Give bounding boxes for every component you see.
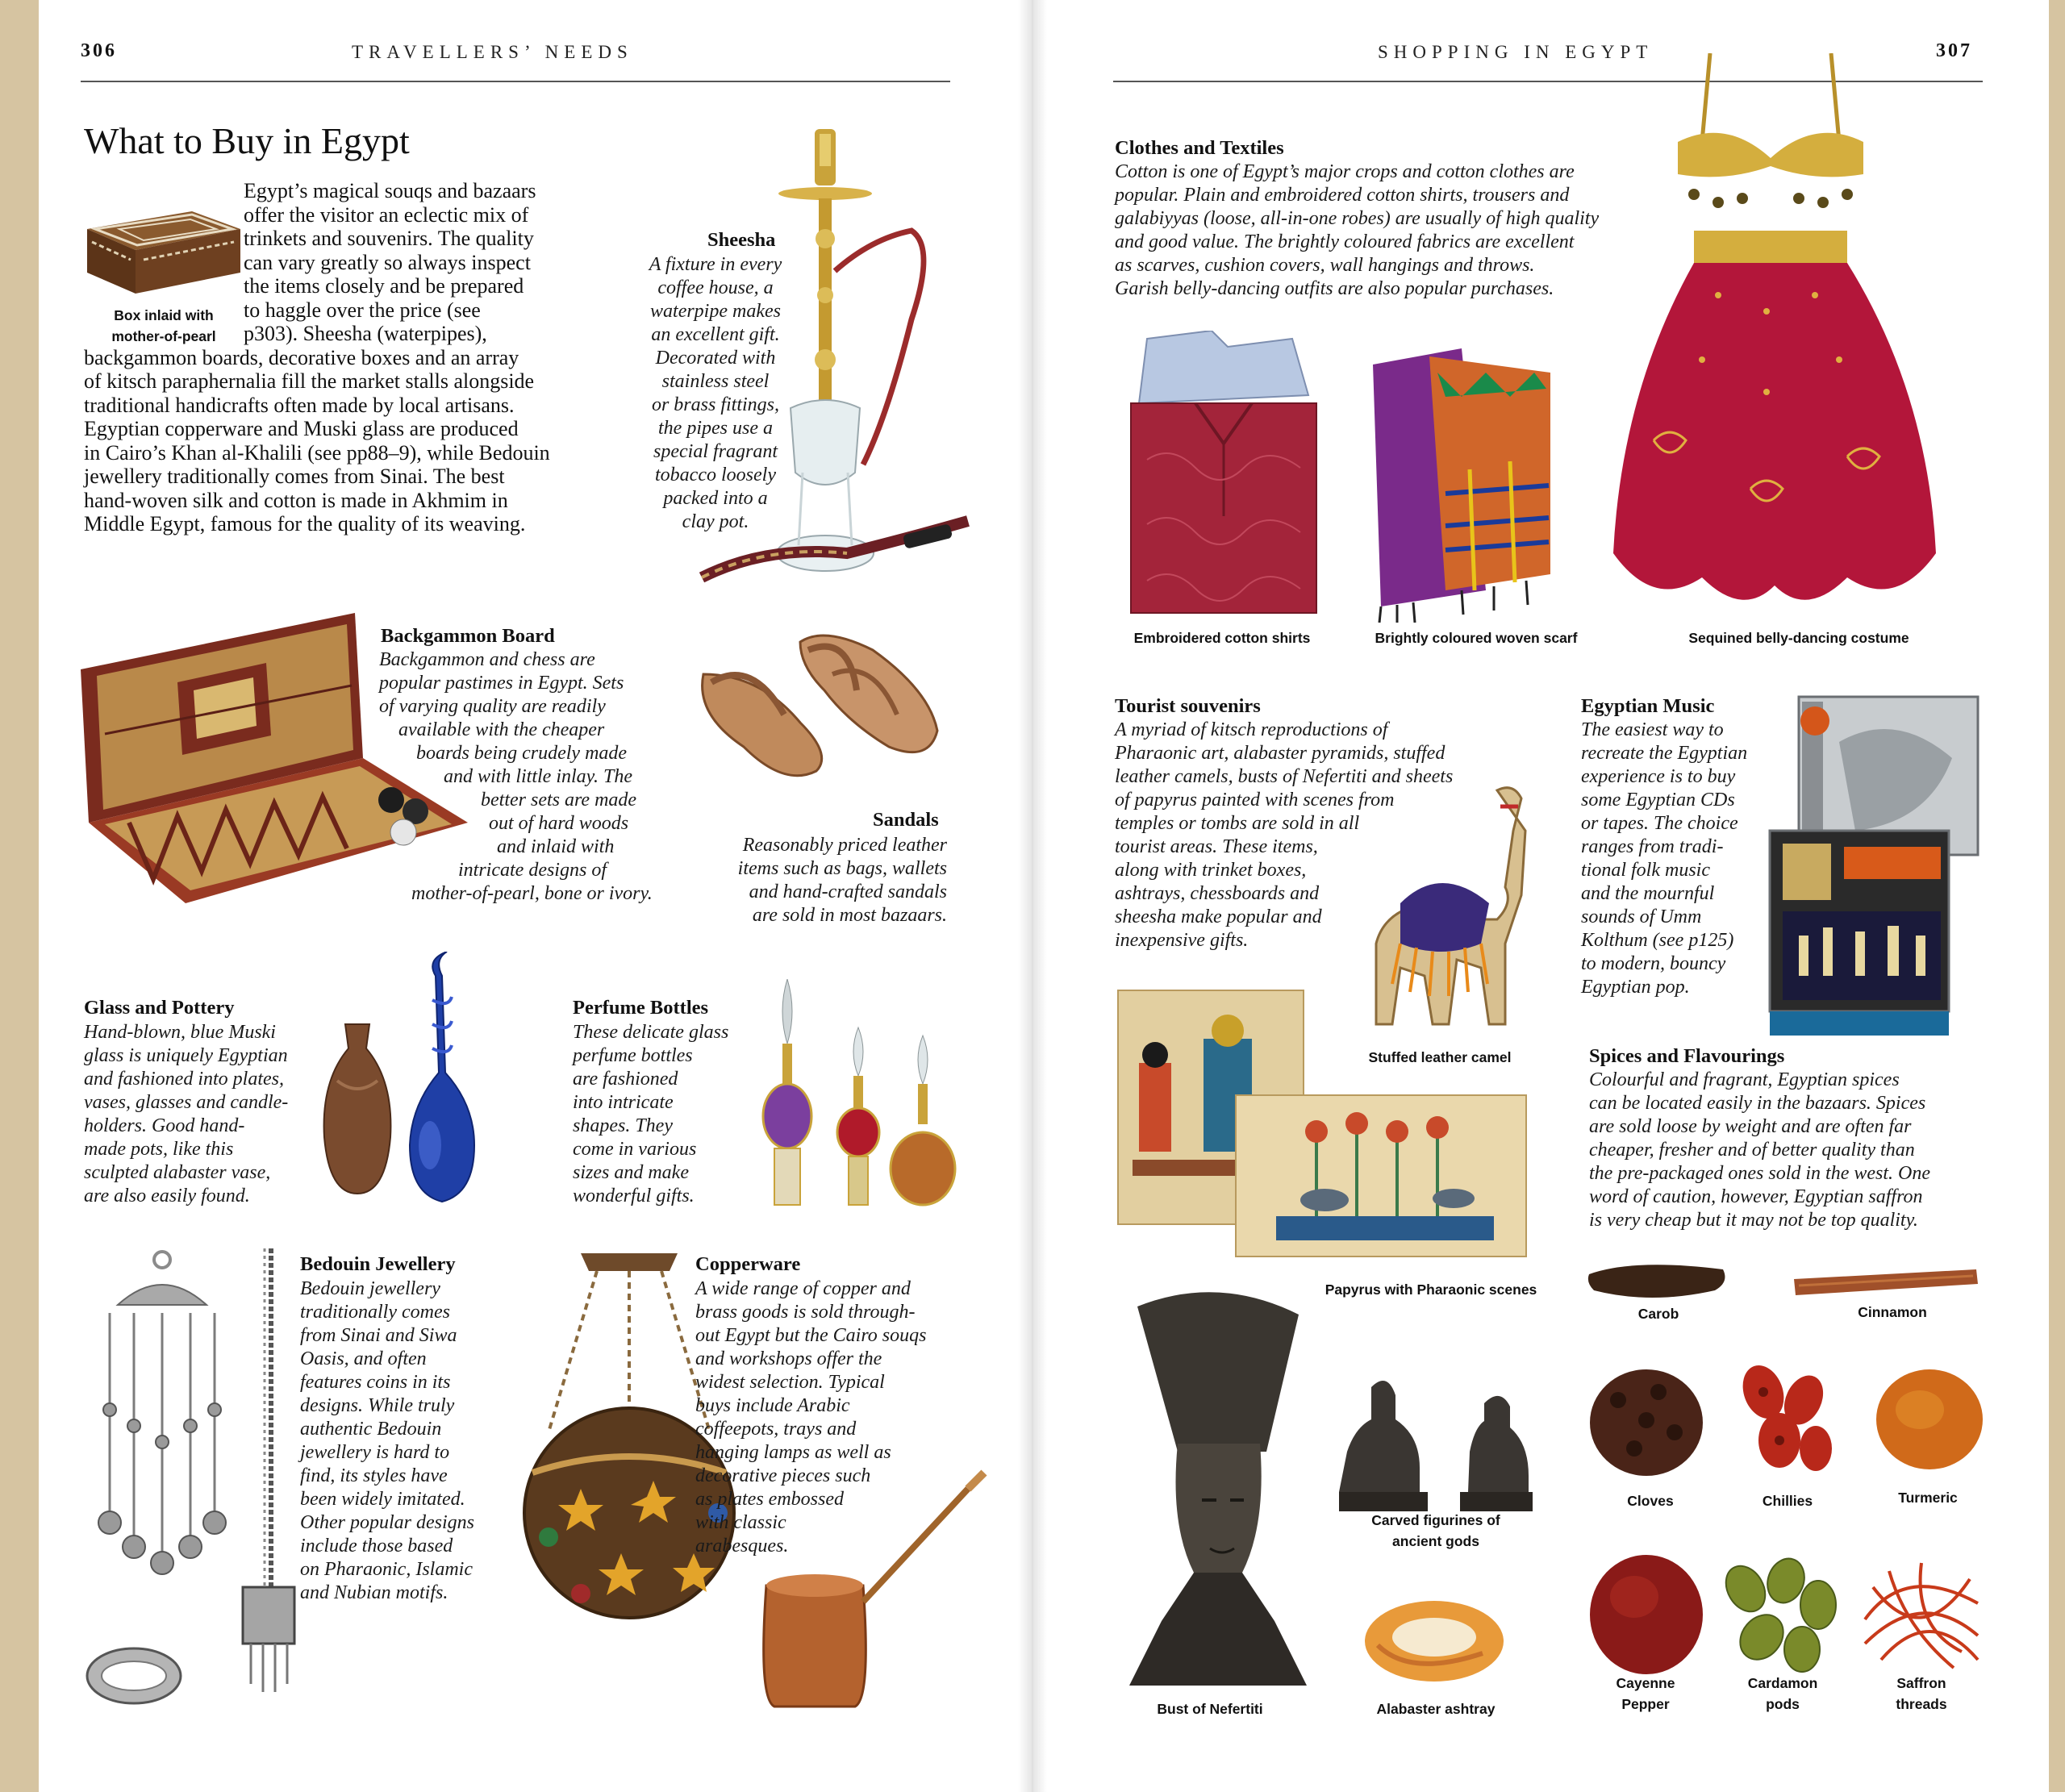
bedouin-line: and Nubian motifs. <box>300 1582 448 1603</box>
cayenne-caption <box>1589 1673 1702 1715</box>
music-line: recreate the Egyptian <box>1581 743 1748 764</box>
saffron-image <box>1857 1555 1986 1676</box>
sheesha-line: stainless steel <box>661 371 770 392</box>
clothes-line: Cotton is one of Egypt’s major crops and cotton clothes are <box>1115 161 1575 182</box>
tourist-line: A myriad of kitsch reproductions of <box>1115 719 1388 740</box>
perfume-line: are fashioned <box>573 1069 678 1090</box>
music-line: ranges from tradi- <box>1581 836 1724 857</box>
belly-dancing-costume-image <box>1605 53 1944 626</box>
perfume-line: sizes and make <box>573 1162 689 1183</box>
sandals-text <box>694 834 947 927</box>
bedouin-line: traditionally comes <box>300 1302 450 1323</box>
sheesha-line: an excellent gift. <box>651 324 780 345</box>
spices-line: can be located easily in the bazaars. Spices <box>1589 1093 1926 1114</box>
copper-line: hanging lamps as well as <box>695 1442 891 1463</box>
bedouin-jewellery-image <box>86 1248 319 1716</box>
tourist-line: leather camels, busts of Nefertiti and sheets <box>1115 766 1454 787</box>
backgammon-line: Backgammon and chess are <box>379 649 595 670</box>
backgammon-line: mother-of-pearl, bone or ivory. <box>411 883 653 904</box>
box-caption-line-2: mother-of-pearl <box>111 328 216 344</box>
music-line: some Egyptian CDs <box>1581 790 1735 811</box>
ashtray-caption: Alabaster ashtray <box>1376 1701 1496 1717</box>
perfume-line: wonderful gifts. <box>573 1186 695 1206</box>
bedouin-line: features coins in its <box>300 1372 451 1393</box>
backgammon-line: available with the cheaper <box>398 719 605 740</box>
glass-line: glass is uniquely Egyptian <box>84 1045 288 1066</box>
right-folio: 307 <box>1936 40 1972 61</box>
gods-caption-line-2: ancient gods <box>1392 1533 1479 1549</box>
bedouin-line: include those based <box>300 1536 453 1557</box>
copper-line: as plates embossed <box>695 1489 844 1510</box>
copper-line: with classic <box>695 1512 786 1533</box>
intro-line-12: in Cairo’s Khan al-Khalili (see pp88–9), while Bedouin <box>84 440 550 465</box>
bedouin-line: on Pharaonic, Islamic <box>300 1559 473 1580</box>
page-edge-left <box>0 0 39 1792</box>
left-header-rule <box>81 81 950 82</box>
backgammon-line: of varying quality are readily <box>379 696 606 717</box>
copper-line: and workshops offer the <box>695 1348 882 1369</box>
glass-line: and fashioned into plates, <box>84 1069 284 1090</box>
tourist-line: of papyrus painted with scenes from <box>1115 790 1395 811</box>
scarf-caption: Brightly coloured woven scarf <box>1375 630 1578 646</box>
copper-heading: Copperware <box>695 1253 801 1275</box>
copper-text <box>695 1277 970 1558</box>
intro-line-4: can vary greatly so always inspect <box>244 250 531 274</box>
intro-text-wrap <box>244 179 536 346</box>
perfume-heading: Perfume Bottles <box>573 997 709 1019</box>
music-text <box>1581 719 1775 999</box>
sheesha-line: or brass fittings, <box>651 394 780 415</box>
cinnamon-image <box>1791 1268 1981 1300</box>
music-line: The easiest way to <box>1581 719 1724 740</box>
intro-line-11: Egyptian copperware and Muski glass are produced <box>84 417 519 440</box>
box-caption-line-1: Box inlaid with <box>114 307 214 323</box>
saffron-caption-line-1: Saffron <box>1896 1675 1946 1691</box>
copper-line: A wide range of copper and <box>695 1278 911 1299</box>
alabaster-ashtray-image <box>1362 1597 1507 1686</box>
intro-line-9: of kitsch paraphernalia fill the market stalls alongside <box>84 369 535 393</box>
intro-line-14: hand-woven silk and cotton is made in Akhmim in <box>84 488 508 512</box>
page-title: What to Buy in Egypt <box>84 120 410 161</box>
copper-line: coffeepots, trays and <box>695 1419 857 1440</box>
backgammon-heading: Backgammon Board <box>381 625 555 647</box>
music-line: Kolthum (see p125) <box>1581 930 1734 951</box>
backgammon-line: and with little inlay. The <box>444 766 632 787</box>
music-line: or tapes. The choice <box>1581 813 1738 834</box>
inlaid-box-image <box>79 197 245 302</box>
intro-line-6: to haggle over the price (see <box>244 298 481 322</box>
bedouin-line: jewellery is hard to <box>300 1442 450 1463</box>
bedouin-line: designs. While truly <box>300 1395 455 1416</box>
tourist-heading: Tourist souvenirs <box>1115 695 1261 717</box>
glass-line: vases, glasses and candle- <box>84 1092 289 1113</box>
nefertiti-bust-image <box>1121 1282 1315 1686</box>
chillies-image <box>1731 1360 1844 1481</box>
sheesha-heading: Sheesha <box>707 229 776 251</box>
left-folio: 306 <box>81 40 117 61</box>
spices-text <box>1589 1069 1984 1232</box>
sheesha-line: tobacco loosely <box>655 465 776 486</box>
spices-line: is very cheap but it may not be top quality. <box>1589 1210 1918 1231</box>
backgammon-line: better sets are made <box>481 790 637 811</box>
perfume-line: These delicate glass <box>573 1022 729 1043</box>
perfume-line: into intricate <box>573 1092 674 1113</box>
papyrus-image <box>1115 982 1534 1273</box>
spices-line: the pre-packaged ones sold in the west. One <box>1589 1163 1931 1184</box>
bedouin-line: find, its styles have <box>300 1465 448 1486</box>
glass-heading: Glass and Pottery <box>84 997 235 1019</box>
cinnamon-caption: Cinnamon <box>1858 1304 1927 1320</box>
copper-line: out Egypt but the Cairo souqs <box>695 1325 927 1346</box>
perfume-text <box>573 1021 750 1208</box>
perfume-line: come in various <box>573 1139 697 1160</box>
spices-line: are sold loose by weight and are often far <box>1589 1116 1912 1137</box>
turmeric-caption: Turmeric <box>1898 1490 1958 1506</box>
glass-line: holders. Good hand- <box>84 1115 245 1136</box>
bedouin-line: Bedouin jewellery <box>300 1278 440 1299</box>
backgammon-line: intricate designs of <box>458 860 607 881</box>
cardamon-caption-line-2: pods <box>1766 1696 1800 1712</box>
sheesha-line: special fragrant <box>653 441 778 462</box>
copper-line: buys include Arabic <box>695 1395 850 1416</box>
spices-line: cheaper, fresher and of better quality than <box>1589 1140 1915 1161</box>
box-caption <box>79 305 248 347</box>
glass-pottery-image <box>313 952 547 1210</box>
intro-line-10: traditional handicrafts often made by local artisans. <box>84 393 515 417</box>
backgammon-line: and inlaid with <box>497 836 615 857</box>
perfume-bottles-image <box>753 979 963 1213</box>
cloves-caption: Cloves <box>1627 1493 1674 1509</box>
bedouin-line: Other popular designs <box>300 1512 474 1533</box>
glass-line: Hand-blown, blue Muski <box>84 1022 276 1043</box>
cardamon-caption <box>1726 1673 1839 1715</box>
saffron-caption <box>1865 1673 1978 1715</box>
tourist-line: inexpensive gifts. <box>1115 930 1249 951</box>
carob-image <box>1586 1258 1731 1306</box>
music-line: tional folk music <box>1581 860 1710 881</box>
music-heading: Egyptian Music <box>1581 695 1715 717</box>
intro-line-13: jewellery traditionally comes from Sinai. The best <box>84 465 505 488</box>
papyrus-caption: Papyrus with Pharaonic scenes <box>1325 1281 1537 1298</box>
sandals-line: items such as bags, wallets <box>737 858 947 879</box>
tourist-line: tourist areas. These items, <box>1115 836 1318 857</box>
spices-line: Colourful and fragrant, Egyptian spices <box>1589 1069 1900 1090</box>
tourist-line: Pharaonic art, alabaster pyramids, stuffed <box>1115 743 1446 764</box>
bedouin-heading: Bedouin Jewellery <box>300 1253 456 1275</box>
cardamon-caption-line-1: Cardamon <box>1747 1675 1818 1691</box>
copper-line: widest selection. Typical <box>695 1372 885 1393</box>
shirts-caption: Embroidered cotton shirts <box>1133 630 1311 646</box>
glass-line: made pots, like this <box>84 1139 234 1160</box>
sheesha-line: waterpipe makes <box>650 301 781 322</box>
glass-line: are also easily found. <box>84 1186 250 1206</box>
gods-caption <box>1331 1510 1541 1552</box>
intro-line-1: Egypt’s magical souqs and bazaars <box>244 179 536 202</box>
intro-text-full <box>84 346 550 536</box>
sandals-line: are sold in most bazaars. <box>752 905 947 926</box>
sheesha-line: clay pot. <box>682 511 749 532</box>
backgammon-text <box>339 648 674 906</box>
bedouin-line: authentic Bedouin <box>300 1419 442 1440</box>
clothes-line: as scarves, cushion covers, wall hangings and throws. <box>1115 255 1535 276</box>
gods-figurines-image <box>1331 1371 1541 1516</box>
left-running-head: TRAVELLERS’ NEEDS <box>352 42 633 62</box>
backgammon-line: out of hard woods <box>489 813 629 834</box>
intro-line-3: trinkets and souvenirs. The quality <box>244 227 534 250</box>
carob-caption: Carob <box>1637 1306 1679 1322</box>
sandals-line: Reasonably priced leather <box>742 835 947 856</box>
glass-line: sculpted alabaster vase, <box>84 1162 271 1183</box>
tourist-line: temples or tombs are sold in all <box>1115 813 1360 834</box>
copper-line: arabesques. <box>695 1536 789 1557</box>
clothes-text <box>1115 160 1631 301</box>
music-line: to modern, bouncy <box>1581 953 1726 974</box>
tourist-line: ashtrays, chessboards and <box>1115 883 1320 904</box>
clothes-heading: Clothes and Textiles <box>1115 137 1284 159</box>
saffron-caption-line-2: threads <box>1896 1696 1947 1712</box>
copper-line: brass goods is sold through- <box>695 1302 916 1323</box>
cotton-shirts-image <box>1123 331 1325 621</box>
intro-line-7: p303). Sheesha (waterpipes), <box>244 322 487 345</box>
sandals-image <box>687 626 953 819</box>
glass-text <box>84 1021 326 1208</box>
sandals-heading: Sandals <box>873 809 939 831</box>
spices-heading: Spices and Flavourings <box>1589 1045 1785 1067</box>
music-line: and the mournful <box>1581 883 1715 904</box>
bedouin-line: Oasis, and often <box>300 1348 427 1369</box>
perfume-line: perfume bottles <box>573 1045 693 1066</box>
clothes-line: and good value. The brightly coloured fabrics are excellent <box>1115 231 1575 252</box>
perfume-line: shapes. They <box>573 1115 673 1136</box>
sheesha-line: packed into a <box>663 488 768 509</box>
sheesha-line: A fixture in every <box>649 254 782 275</box>
clothes-line: galabiyyas (loose, all-in-one robes) are usually of high quality <box>1115 208 1600 229</box>
cardamon-image <box>1713 1557 1850 1677</box>
clothes-line: Garish belly-dancing outfits are also popular purchases. <box>1115 278 1554 299</box>
tourist-line: sheesha make popular and <box>1115 906 1322 927</box>
cayenne-caption-line-2: Pepper <box>1621 1696 1670 1712</box>
tourist-line: along with trinket boxes, <box>1115 860 1307 881</box>
sheesha-line: coffee house, a <box>657 277 774 298</box>
spices-line: word of caution, however, Egyptian saffron <box>1589 1186 1923 1207</box>
cloves-image <box>1586 1360 1707 1481</box>
cds-image <box>1767 694 1986 1037</box>
woven-scarf-image <box>1365 348 1558 623</box>
chillies-caption: Chillies <box>1762 1493 1813 1509</box>
bedouin-line: been widely imitated. <box>300 1489 465 1510</box>
intro-line-8: backgammon boards, decorative boxes and an array <box>84 345 519 369</box>
copper-line: decorative pieces such <box>695 1465 871 1486</box>
sandals-line: and hand-crafted sandals <box>749 881 947 902</box>
sheesha-image <box>670 126 976 610</box>
right-running-head: SHOPPING IN EGYPT <box>1378 42 1654 62</box>
backgammon-line: popular pastimes in Egypt. Sets <box>379 673 624 694</box>
music-line: sounds of Umm <box>1581 906 1702 927</box>
cayenne-image <box>1586 1548 1707 1677</box>
sheesha-line: the pipes use a <box>658 418 773 439</box>
camel-caption: Stuffed leather camel <box>1368 1049 1512 1065</box>
intro-line-15: Middle Egypt, famous for the quality of its weaving. <box>84 512 526 536</box>
music-line: Egyptian pop. <box>1581 977 1690 998</box>
cayenne-caption-line-1: Cayenne <box>1616 1675 1675 1691</box>
turmeric-image <box>1873 1361 1986 1474</box>
bust-caption: Bust of Nefertiti <box>1157 1701 1263 1717</box>
intro-line-5: the items closely and be prepared <box>244 274 524 298</box>
music-line: experience is to buy <box>1581 766 1736 787</box>
page-edge-right <box>2049 0 2065 1792</box>
backgammon-line: boards being crudely made <box>416 743 628 764</box>
bedouin-line: from Sinai and Siwa <box>300 1325 457 1346</box>
intro-line-2: offer the visitor an eclectic mix of <box>244 202 529 227</box>
book-gutter <box>1018 0 1047 1792</box>
costume-caption: Sequined belly-dancing costume <box>1688 630 1909 646</box>
sheesha-line: Decorated with <box>655 348 776 369</box>
gods-caption-line-1: Carved figurines of <box>1371 1512 1500 1528</box>
bedouin-text <box>300 1277 534 1605</box>
clothes-line: popular. Plain and embroidered cotton shirts, trousers and <box>1115 185 1570 206</box>
